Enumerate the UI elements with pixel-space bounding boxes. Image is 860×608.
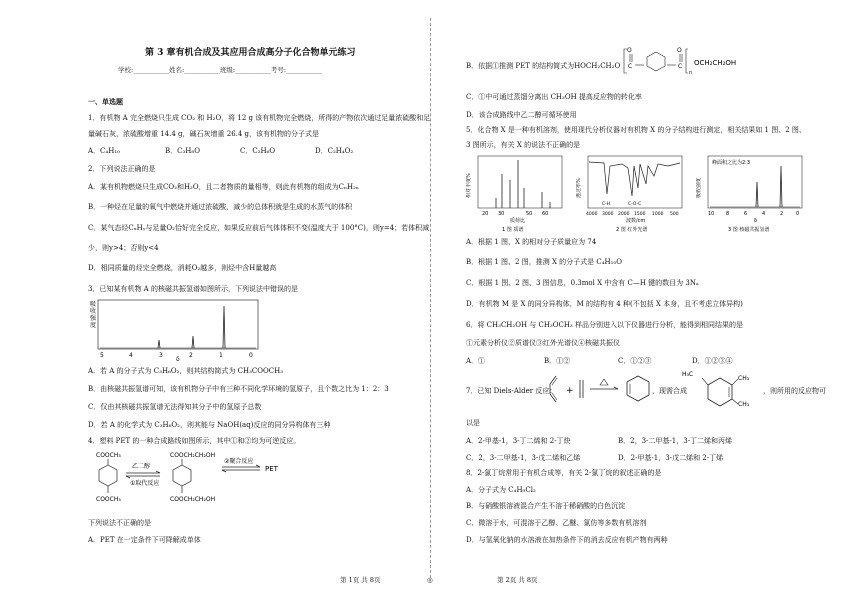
fig1-tick-4: 60 bbox=[542, 211, 549, 217]
right-page bbox=[430, 0, 860, 608]
arrow2-condition: ②聚合反应 bbox=[224, 458, 254, 465]
q6-option-b: B．①② bbox=[544, 357, 571, 365]
nmr-tick-0: 0 bbox=[249, 352, 253, 359]
plus-sign: + bbox=[566, 386, 574, 396]
q5-stem-1: 5．化合物 X 是一种有机溶剂，使用现代分析仪器对有机物 X 的分子结构进行测定，相关结果如 1 图、2 图、 bbox=[466, 126, 806, 134]
fig3-peak-2 bbox=[780, 166, 782, 207]
fig3-xlabel: δ bbox=[754, 218, 758, 224]
q2-option-a: A．某有机物燃烧只生成CO₂和H₂O，且二者物质的量相等，则此有机物的组成为CₙH₂ₙ bbox=[88, 183, 359, 191]
target-ch3-left: H₃C bbox=[682, 371, 694, 378]
ir-trace bbox=[589, 162, 680, 196]
fig3-tick-3: 6 bbox=[744, 211, 748, 217]
nmr-ylabel-4: 度 bbox=[90, 322, 97, 329]
carbonyl-o-2: O bbox=[677, 47, 682, 54]
q2-option-c: C．某气态烃CₓHᵧ与足量O₂恰好完全反应，如果反应前后气体体积不变(温度大于 100°C)，则y=4；若体积减 bbox=[88, 224, 430, 232]
section-heading: 一、单选题 bbox=[88, 97, 123, 106]
fig2-tick-1: 4000 bbox=[586, 212, 598, 217]
q7-option-b: B．2，3-二甲基-1，3-丁二烯和丙烯 bbox=[618, 437, 733, 445]
fig3-tick-5: 2 bbox=[780, 211, 784, 217]
q1-option-a: A．C₄H₁₀ bbox=[88, 147, 120, 155]
fig1-tick-2: 30 bbox=[498, 211, 505, 217]
q7-stem-cont: 以是 bbox=[466, 419, 480, 427]
fig2-ylabel: 透过率% bbox=[576, 178, 582, 198]
q7-stem-post: ，则所用的反应物可 bbox=[763, 387, 826, 395]
target-ring bbox=[708, 378, 732, 406]
q3-stem: 3．已知某有机物 A 的核磁共振氢谱如图所示，下列说法中错误的是 bbox=[88, 285, 298, 293]
student-info: 学校:___________姓名:___________班级:___________考号:___________ bbox=[118, 66, 322, 74]
q1-line-1: 1．有机物 A 完全燃烧只生成 CO₂ 和 H₂O，将 12 g 该有机物完全燃烧，所得的产物依次通过足量浓硫酸和足 bbox=[88, 114, 431, 122]
benzene-ring-2 bbox=[173, 465, 191, 486]
fig1-ylabel: 相对丰度% bbox=[466, 173, 472, 198]
q2-option-b: B．一种烃在足量的氧气中燃烧并通过浓硫酸，减少的总体积就是生成的水蒸气的体积 bbox=[88, 203, 353, 211]
fig2-tick-4: 1500 bbox=[634, 212, 646, 217]
nmr-tick-2: 2 bbox=[189, 352, 193, 359]
nmr-frame bbox=[98, 300, 258, 349]
fig2-tick-2: 3000 bbox=[602, 212, 614, 217]
nmr-peak-2 bbox=[192, 336, 194, 348]
fig2-caption: 2 图 红外光谱 bbox=[616, 227, 648, 233]
footer-center-mark: ◎ bbox=[427, 576, 433, 584]
scheme-reactant-top: COOCH₃ bbox=[96, 452, 121, 459]
q4-option-a: A．PET 在一定条件下可降解成单体 bbox=[88, 536, 201, 544]
q8-option-c: C．微溶于水，可混溶于乙醇、乙醚、氯仿等多数有机溶剂 bbox=[466, 519, 647, 527]
q7-option-c: C．2，3-二甲基-1，3-戊二烯和乙烯 bbox=[466, 454, 581, 462]
q2-stem: 2．下列说法正确的是 bbox=[88, 165, 156, 173]
nmr-tick-3: 3 bbox=[159, 352, 163, 359]
q6-option-d: D．①②③④ bbox=[692, 357, 733, 365]
fig3-ylabel: 吸收强度 bbox=[696, 177, 702, 198]
carbonyl-o-1: O bbox=[627, 47, 632, 54]
q1-option-b: B．C₃H₈O bbox=[165, 147, 200, 155]
q4-stem: 4．塑料 PET 的一种合成路线如图所示，其中①和②均为可逆反应。 bbox=[88, 437, 301, 445]
fig3-tick-6: 0 bbox=[796, 211, 800, 217]
fig2-tick-5: 1000 bbox=[652, 212, 664, 217]
nmr-ylabel-3: 强 bbox=[90, 315, 97, 322]
scheme-intermediate-bottom: COOCH₂CH₂OH bbox=[170, 496, 216, 503]
fig1-xlabel: 质荷比 bbox=[510, 218, 526, 224]
fig1-mass-spectrum bbox=[466, 154, 566, 234]
nmr-tick-1: 1 bbox=[219, 352, 223, 359]
nmr-ylabel-1: 吸 bbox=[90, 301, 97, 308]
q8-option-a: A．分子式为 C₄H₉Cl₂ bbox=[466, 486, 536, 494]
ir-label-ch: C-H bbox=[602, 202, 611, 207]
q4-synthesis-scheme bbox=[88, 449, 318, 511]
page-title: 第 3 章有机合成及其应用合成高分子化合物单元练习 bbox=[145, 48, 356, 58]
nmr-tick-4: 4 bbox=[129, 352, 133, 359]
fig1-tick-3: 50 bbox=[526, 211, 533, 217]
target-ch3-top: CH₃ bbox=[738, 375, 750, 382]
q6-items: ①元素分析仪②质谱仪③红外光谱仪④核磁共振仪 bbox=[466, 339, 620, 347]
fig3-caption: 3 图 核磁共振氢谱 bbox=[728, 227, 770, 233]
arrow1-condition: ①取代反应 bbox=[130, 480, 160, 487]
target-ch3-bottom: CH₃ bbox=[738, 401, 750, 408]
arrow1-reagent: 乙二醇 bbox=[132, 463, 151, 470]
fig1-caption: 1 图 质谱 bbox=[502, 227, 524, 233]
scheme-intermediate-top: COOCH₂CH₂OH bbox=[170, 452, 216, 459]
q1-option-d: D．C₂H₄O₂ bbox=[315, 147, 354, 155]
bracket-right bbox=[686, 49, 688, 73]
pet-benzene-ring bbox=[647, 52, 665, 71]
diene-icon bbox=[550, 376, 556, 402]
q4-option-b-pre: B．依据①推测 PET 的结构简式为HOCH₂CH₂O bbox=[466, 62, 621, 70]
nmr-tick-5: 5 bbox=[100, 352, 104, 359]
ir-label-coc: C-O-C bbox=[628, 202, 642, 207]
pet-structure bbox=[626, 46, 746, 76]
q5-stem-2: 3 图所示，有关 X 的说法不正确的是 bbox=[466, 141, 581, 149]
fig3-tick-2: 8 bbox=[726, 211, 730, 217]
repeat-n: n bbox=[689, 70, 693, 76]
q6-option-a: A．① bbox=[466, 357, 486, 365]
q7-option-d: D．2-甲基-1，3-戊二烯和 2-丁烯 bbox=[618, 454, 724, 462]
q3-option-a: A．若 A 的分子式为 C₃H₆O₂，则其结构简式为 CH₃COOCH₃ bbox=[88, 367, 283, 375]
q4-question: 下列说法不正确的是 bbox=[88, 519, 151, 527]
q2-option-c-cont: 少，则y>4；否则y<4 bbox=[88, 244, 159, 252]
delta-icon bbox=[600, 379, 608, 385]
nmr-peak-3 bbox=[223, 306, 225, 348]
fig3-tick-1: 10 bbox=[708, 211, 715, 217]
fig2-tick-6: 500 bbox=[670, 212, 679, 217]
q6-stem: 6．将 CH₃CH₂OH 与 CH₃OCH₃ 样品分别进入以下仪器进行分析，能得到相同结果的是 bbox=[466, 321, 744, 329]
fig3-nmr-spectrum bbox=[696, 154, 806, 234]
q8-option-d: D．与氢氧化钠的水溶液在加热条件下的消去反应有机产物有两种 bbox=[466, 536, 668, 544]
q5-option-b: B．根据 1 图、2 图，推测 X 的分子式是 C₄H₁₀O bbox=[466, 258, 623, 266]
scheme-reactant-bottom: COOCH₃ bbox=[96, 496, 121, 503]
footer-page-left: 第 1页 共 8页 bbox=[340, 576, 381, 584]
q1-option-c: C．C₂H₆O bbox=[240, 147, 276, 155]
q7-stem-pre: 7．已知 Diels-Alder 反应： bbox=[466, 387, 557, 395]
target-molecule bbox=[682, 368, 762, 412]
q8-option-b: B．与硝酸银溶液混合产生不溶于稀硝酸的白色沉淀 bbox=[466, 502, 626, 510]
q3-option-b: B．由核磁共振氢谱可知，该有机物分子中有三种不同化学环境的氢原子，且个数之比为 1：2：3 bbox=[88, 385, 389, 393]
nmr-peak-1 bbox=[158, 340, 160, 348]
q5-option-c: C．根据 1 图、2 图、3 图信息，0.3mol X 中含有 C—H 键的数目为 3Nₐ bbox=[466, 279, 699, 287]
q3-nmr-spectrum bbox=[88, 298, 263, 362]
q7-stem-mid: ，现需合成 bbox=[652, 387, 687, 395]
fig2-xlabel: 波数/cm bbox=[626, 218, 646, 224]
fig2-ir-spectrum bbox=[576, 154, 686, 234]
carbon-1: C bbox=[628, 63, 633, 70]
q1-line-2: 量碱石灰，浓硫酸增重 14.4 g，碱石灰增重 26.4 g，该有机物的分子式是 bbox=[88, 130, 320, 138]
nmr-delta-label: δ bbox=[176, 356, 180, 362]
q6-option-c: C．①②③ bbox=[618, 357, 652, 365]
q7-option-a: A．2-甲基-1，3-丁二烯和 2-丁炔 bbox=[466, 437, 571, 445]
footer-page-right: 第 2页 共 8页 bbox=[497, 576, 538, 584]
q3-option-d: D．若 A 的化学式为 C₃H₆O₂，则其能与 NaOH(aq)反应的同分异构体有三种 bbox=[88, 421, 331, 429]
fig3-peak-1 bbox=[756, 182, 758, 207]
fig3-note: 峰面积之比为2:3 bbox=[712, 160, 751, 166]
nmr-ylabel-2: 收 bbox=[90, 308, 97, 315]
fig2-tick-3: 2000 bbox=[618, 212, 630, 217]
fig3-tick-4: 4 bbox=[762, 211, 766, 217]
benzene-ring-1 bbox=[99, 465, 117, 486]
pet-end-group: OCH₂CH₂OH bbox=[694, 59, 737, 67]
q4-option-d: D．该合成路线中乙二醇可循环使用 bbox=[466, 111, 577, 119]
q5-option-d: D．有机物 M 是 X 的同分异构体，M 的结构有 4 种(不包括 X 本身，且不考虑立体异构) bbox=[466, 300, 743, 308]
scheme-product: PET bbox=[265, 465, 278, 473]
q4-option-c: C．①中可通过蒸馏分离出 CH₃OH 提高反应物的转化率 bbox=[466, 93, 642, 101]
q8-stem: 8．2-氯丁烷常用于有机合成等，有关 2-氯丁烷的叙述正确的是 bbox=[466, 469, 662, 477]
q3-option-c: C．仅由其核磁共振氢谱无法得知其分子中的氢原子总数 bbox=[88, 403, 262, 411]
q2-option-d: D．相同质量的烃完全燃烧，消耗O₂越多，则烃中含H量越高 bbox=[88, 264, 277, 272]
bracket-left bbox=[622, 46, 628, 76]
carbon-2: C bbox=[678, 63, 683, 70]
fig1-tick-1: 20 bbox=[482, 211, 489, 217]
q5-option-a: A．根据 1 图，X 的相对分子质量应为 74 bbox=[466, 238, 597, 246]
